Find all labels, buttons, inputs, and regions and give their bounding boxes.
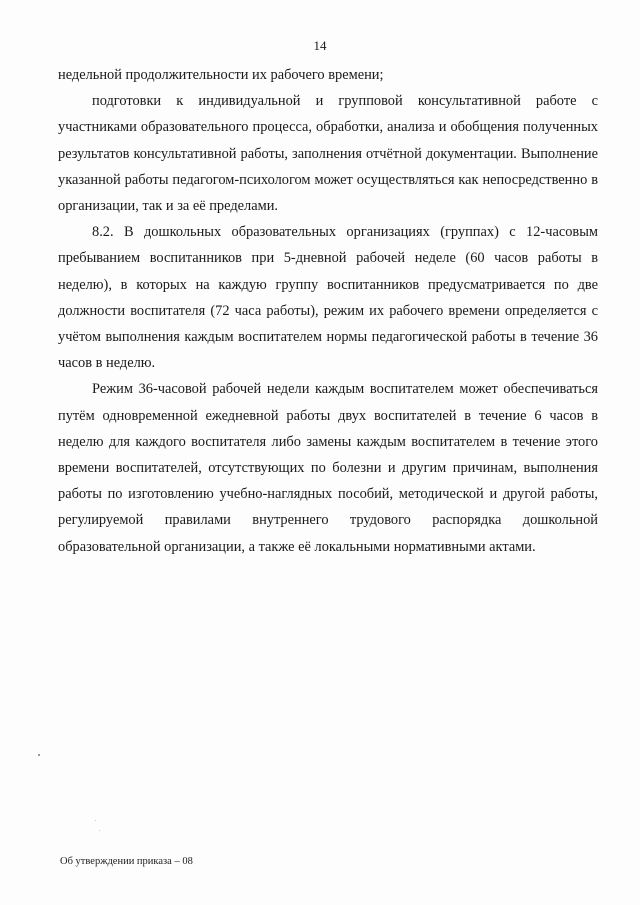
paragraph-continuation: недельной продолжительности их рабочего времени; — [58, 67, 384, 83]
scan-speck — [99, 830, 100, 831]
scan-speck — [95, 820, 96, 821]
page-number: 14 — [313, 38, 327, 53]
scan-speck — [38, 754, 40, 756]
footer-note: Об утверждении приказа – 08 — [60, 856, 193, 867]
paragraph-consultative-work: подготовки к индивидуальной и групповой консультативной работе с участниками образовательного процесса, обработки, анализа и обобщения полученных результатов консультативной работы, заполнения отчётной документации. Выполнение указанной работы педагогом-психологом может осуществляться как непосредственно в организации, так и за её пределами. — [58, 93, 598, 215]
document-body — [58, 62, 598, 560]
paragraph-36-hour-regime: Режим 36-часовой рабочей недели каждым воспитателем может обеспечиваться путём одновременной ежедневной работы двух воспитателей в течение 6 часов в неделю для каждого воспитателя либо замены каждым воспитателем в течение этого времени воспитателей, отсутствующих по болезни и другим причинам, выполнения работы по изготовлению учебно-наглядных пособий, методической и другой работы, регулируемой правилами внутреннего трудового распорядка дошкольной образовательной организации, а также её локальными нормативными актами. — [58, 381, 598, 555]
paragraph-section-8-2: 8.2. В дошкольных образовательных организациях (группах) с 12-часовым пребыванием воспитанников при 5-дневной рабочей неделе (60 часов работы в неделю), в которых на каждую группу воспитанников предусматривается по две должности воспитателя (72 часа работы), режим их рабочего времени определяется с учётом выполнения каждым воспитателем нормы педагогической работы в течение 36 часов в неделю. — [58, 224, 598, 372]
